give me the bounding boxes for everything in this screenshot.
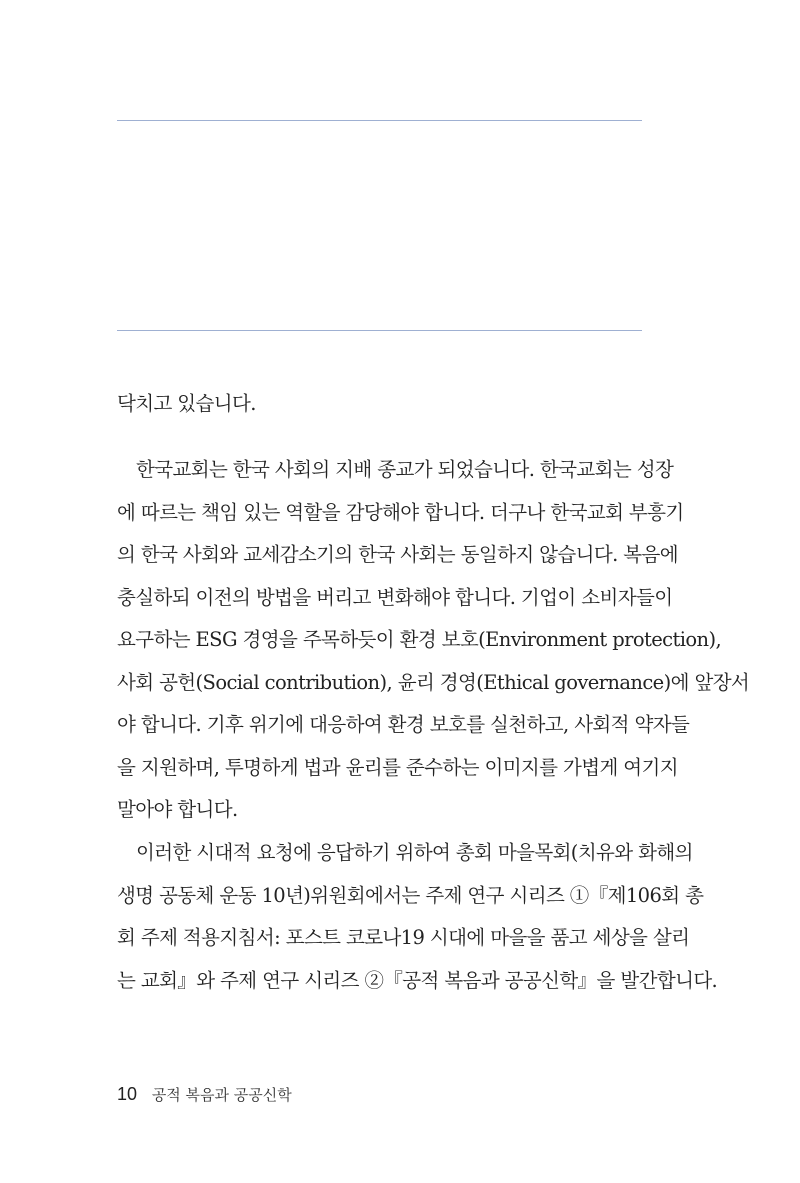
running-title: 공적 복음과 공공신학 (151, 1086, 292, 1104)
text-line: 한국교회는 한국 사회의 지배 종교가 되었습니다. 한국교회는 성장 (136, 458, 674, 481)
text-line: 는 교회』와 주제 연구 시리즈 ②『공적 복음과 공공신학』을 발간합니다. (117, 968, 718, 992)
text-line: 말아야 합니다. (117, 798, 238, 821)
text-line: 의 한국 사회와 교세감소기의 한국 사회는 동일하지 않습니다. 복음에 (117, 543, 679, 566)
paragraph-esg (117, 449, 750, 832)
text-line: 야 합니다. 기후 위기에 대응하여 환경 보호를 실천하고, 사회적 약자들 (117, 713, 690, 736)
text-line: 사회 공헌(Social contribution), 윤리 경영(Ethical governance)에 앞장서 (117, 670, 750, 694)
text-line: 을 지원하며, 투명하게 법과 윤리를 준수하는 이미지를 가볍게 여기지 (117, 755, 679, 779)
text-line: 생명 공동체 운동 10년)위원회에서는 주제 연구 시리즈 ①『제106회 총 (117, 883, 704, 907)
text-line: 에 따르는 책임 있는 역할을 감당해야 합니다. 더구나 한국교회 부흥기 (117, 500, 684, 524)
bottom-divider-line (117, 330, 642, 331)
page-footer (117, 1084, 292, 1105)
text-line: 닥치고 있습니다. (117, 392, 256, 415)
text-line: 이러한 시대적 요청에 응답하기 위하여 총회 마을목회(치유와 화해의 (136, 841, 693, 864)
text-line: 회 주제 적용지침서: 포스트 코로나19 시대에 마을을 품고 세상을 살리 (117, 926, 690, 949)
page-number: 10 (117, 1084, 138, 1104)
top-divider-line (117, 120, 642, 121)
paragraph-publication (117, 832, 718, 1002)
text-line: 요구하는 ESG 경영을 주목하듯이 환경 보호(Environment protection), (117, 628, 722, 651)
text-line: 충실하되 이전의 방법을 버리고 변화해야 합니다. 기업이 소비자들이 (117, 585, 673, 609)
paragraph-continuation (117, 383, 642, 426)
